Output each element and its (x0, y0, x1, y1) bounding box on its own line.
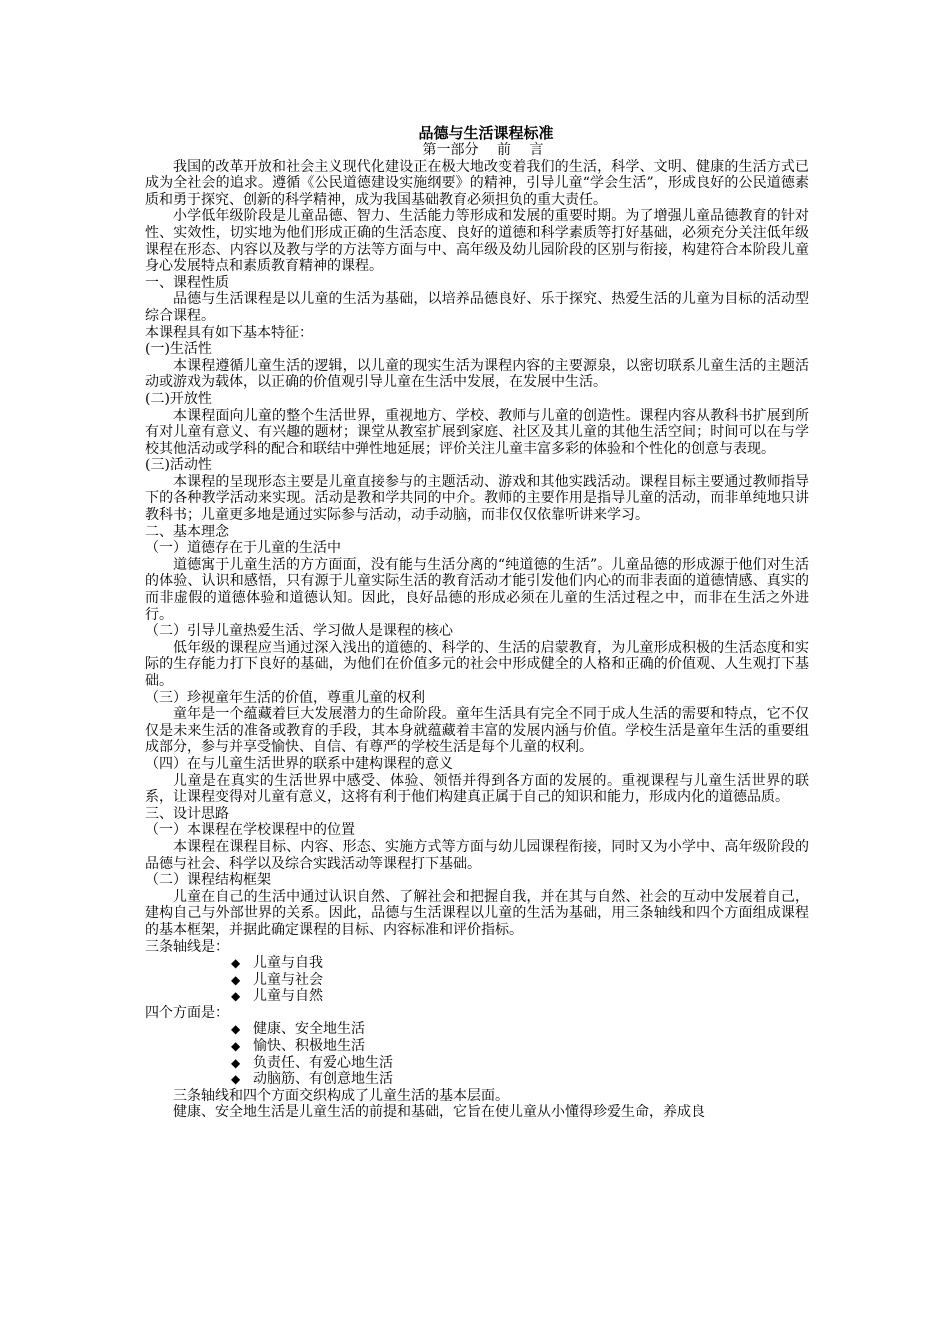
paragraph: 儿童是在真实的生活世界中感受、体验、领悟并得到各方面的发展的。重视课程与儿童生活世界的联系，让课程变得对儿童有意义，这将有利于他们构建真正属于自己的知识和能力，形成内化的道德品质。 (145, 772, 809, 806)
diamond-bullet-icon: ◆ (231, 1039, 241, 1054)
paragraph: 儿童在自己的生活中通过认识自然、了解社会和把握自我，并在其与自然、社会的互动中发展着自己，建构自己与外部世界的关系。因此，品德与生活课程以儿童的生活为基础，用三条轴线和四个方面组成课程的基本框架，并据此确定课程的目标、内容标准和评价指标。 (145, 888, 809, 938)
list-item: ◆ 健康、安全地生活 (231, 1021, 365, 1038)
aspects-list (145, 1021, 809, 1087)
subsection-heading: （一）本课程在学校课程中的位置 (145, 822, 355, 839)
part-heading: 第一部分 前 言 (422, 142, 544, 158)
document-page (145, 124, 809, 1121)
subsection-heading: (二)开放性 (145, 390, 212, 407)
diamond-bullet-icon: ◆ (231, 989, 241, 1004)
paragraph: 本课程遵循儿童生活的逻辑，以儿童的现实生活为课程内容的主要源泉，以密切联系儿童生活的主题活动或游戏为载体，以正确的价值观引导儿童在生活中发展，在发展中生活。 (145, 357, 809, 391)
paragraph: 本课程的呈现形态主要是儿童直接参与的主题活动、游戏和其他实践活动。课程目标主要通过教师指导下的各种教学活动来实现。活动是教和学共同的中介。教师的主要作用是指导儿童的活动，而非单纯地只讲教科书；儿童更多地是通过实际参与活动，动手动脑，而非仅仅依靠听讲来学习。 (145, 473, 809, 524)
paragraph: 童年是一个蕴藏着巨大发展潜力的生命阶段。童年生活具有完全不同于成人生活的需要和特点，它不仅仅是未来生活的准备或教育的手段，其本身就蕴藏着丰富的发展内涵与价值。学校生活是童年生活的重要组成部分，参与并享受愉快、自信、有尊严的学校生活是每个儿童的权利。 (145, 706, 809, 756)
subsection-heading: （三）珍视童年生活的价值，尊重儿童的权利 (145, 689, 425, 706)
paragraph: 小学低年级阶段是儿童品德、智力、生活能力等形成和发展的重要时期。为了增强儿童品德教育的针对性、实效性，切实地为他们形成正确的生活态度、良好的道德和科学素质等打好基础，必须充分关注低年级课程在形态、内容以及教与学的方法等方面与中、高年级及幼儿园阶段的区别与衔接，构建符合本阶段儿童身心发展特点和素质教育精神的课程。 (145, 208, 809, 275)
section-heading: 一、课程性质 (145, 274, 229, 291)
axes-list (145, 955, 809, 1005)
list-item: ◆ 儿童与自然 (231, 988, 323, 1005)
subsection-heading: (一)生活性 (145, 341, 212, 358)
paragraph: 三条轴线和四个方面交织构成了儿童生活的基本层面。 (173, 1087, 509, 1104)
subsection-heading: （一）道德存在于儿童的生活中 (145, 540, 341, 557)
subsection-heading: （二）引导儿童热爱生活、学习做人是课程的核心 (145, 623, 453, 640)
paragraph: 本课程具有如下基本特征： (145, 324, 313, 341)
document-title: 品德与生活课程标准 (418, 124, 554, 142)
diamond-bullet-icon: ◆ (231, 1055, 241, 1070)
list-item: ◆ 儿童与自我 (231, 955, 323, 972)
paragraph: 我国的改革开放和社会主义现代化建设正在极大地改变着我们的生活，科学、文明、健康的生活方式已成为全社会的追求。遵循《公民道德建设实施纲要》的精神，引导儿童“学会生活”，形成良好的公民道德素质和勇于探究、创新的科学精神，成为我国基础教育必须担负的重大责任。 (145, 158, 809, 208)
aspects-label: 四个方面是： (145, 1004, 229, 1021)
paragraph: 本课程面向儿童的整个生活世界，重视地方、学校、教师与儿童的创造性。课程内容从教科书扩展到所有对儿童有意义、有兴趣的题材；课堂从教室扩展到家庭、社区及其儿童的其他生活空间；时间可以在与学校其他活动或学科的配合和联结中弹性地延展；评价关注儿童丰富多彩的体验和个性化的创意与表现。 (145, 407, 809, 457)
subsection-heading: （四）在与儿童生活世界的联系中建构课程的意义 (145, 755, 453, 772)
list-item: ◆ 动脑筋、有创意地生活 (231, 1071, 393, 1088)
paragraph: 低年级的课程应当通过深入浅出的道德的、科学的、生活的启蒙教育，为儿童形成积极的生活态度和实际的生存能力打下良好的基础，为他们在价值多元的社会中形成健全的人格和正确的价值观、人生观打下基础。 (145, 639, 809, 689)
paragraph: 道德寓于儿童生活的方方面面，没有能与生活分离的“纯道德的生活”。儿童品德的形成源于他们对生活的体验、认识和感悟，只有源于儿童实际生活的教育活动才能引发他们内心的而非表面的道德情感、真实的而非虚假的道德体验和道德认知。因此，良好品德的形成必须在儿童的生活过程之中，而非在生活之外进行。 (145, 556, 809, 623)
paragraph: 本课程在课程目标、内容、形态、实施方式等方面与幼儿园课程衔接，同时又为小学中、高年级阶段的品德与社会、科学以及综合实践活动等课程打下基础。 (145, 838, 809, 872)
section-heading: 二、基本理念 (145, 523, 229, 540)
list-item: ◆ 儿童与社会 (231, 971, 323, 988)
paragraph: 健康、安全地生活是儿童生活的前提和基础，它旨在使儿童从小懂得珍爱生命，养成良 (173, 1104, 705, 1121)
list-item: ◆ 负责任、有爱心地生活 (231, 1054, 393, 1071)
diamond-bullet-icon: ◆ (231, 972, 241, 987)
paragraph: 品德与生活课程是以儿童的生活为基础，以培养品德良好、乐于探究、热爱生活的儿童为目标的活动型综合课程。 (145, 291, 809, 324)
section-heading: 三、设计思路 (145, 805, 229, 822)
diamond-bullet-icon: ◆ (231, 956, 241, 971)
diamond-bullet-icon: ◆ (231, 1072, 241, 1087)
axes-label: 三条轴线是： (145, 938, 229, 955)
subsection-heading: (三)活动性 (145, 457, 212, 474)
list-item: ◆ 愉快、积极地生活 (231, 1038, 365, 1055)
diamond-bullet-icon: ◆ (231, 1022, 241, 1037)
subsection-heading: （二）课程结构框架 (145, 872, 271, 889)
